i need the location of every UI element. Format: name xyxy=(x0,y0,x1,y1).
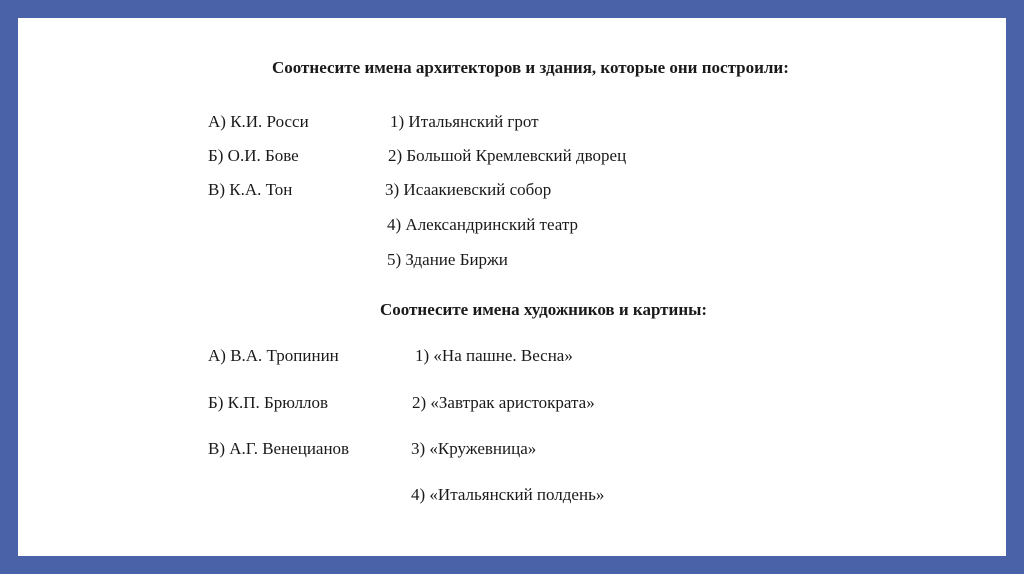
building-2: 2) Большой Кремлевский дворец xyxy=(388,146,627,165)
building-3: 3) Исаакиевский собор xyxy=(385,180,552,199)
painting-4: 4) «Итальянский полдень» xyxy=(411,485,605,504)
building-4: 4) Александринский театр xyxy=(387,215,578,234)
painting-1: 1) «На пашне. Весна» xyxy=(415,346,573,365)
artist-a: А) В.А. Тропинин xyxy=(208,346,339,365)
architect-b: Б) О.И. Бове xyxy=(208,146,299,165)
artist-c: В) А.Г. Венецианов xyxy=(208,439,350,458)
architect-c: В) К.А. Тон xyxy=(208,180,293,199)
painting-3: 3) «Кружевница» xyxy=(411,439,537,458)
building-5: 5) Здание Биржи xyxy=(387,250,508,269)
section-artists-title: Соотнесите имена художников и картины: xyxy=(380,300,708,319)
painting-2: 2) «Завтрак аристократа» xyxy=(412,393,595,412)
architect-a: А) К.И. Росси xyxy=(208,112,309,131)
section-architects-title: Соотнесите имена архитекторов и здания, которые они построили: xyxy=(272,58,789,77)
artist-b: Б) К.П. Брюллов xyxy=(208,393,329,412)
building-1: 1) Итальянский грот xyxy=(390,112,539,131)
slide xyxy=(18,18,1006,556)
